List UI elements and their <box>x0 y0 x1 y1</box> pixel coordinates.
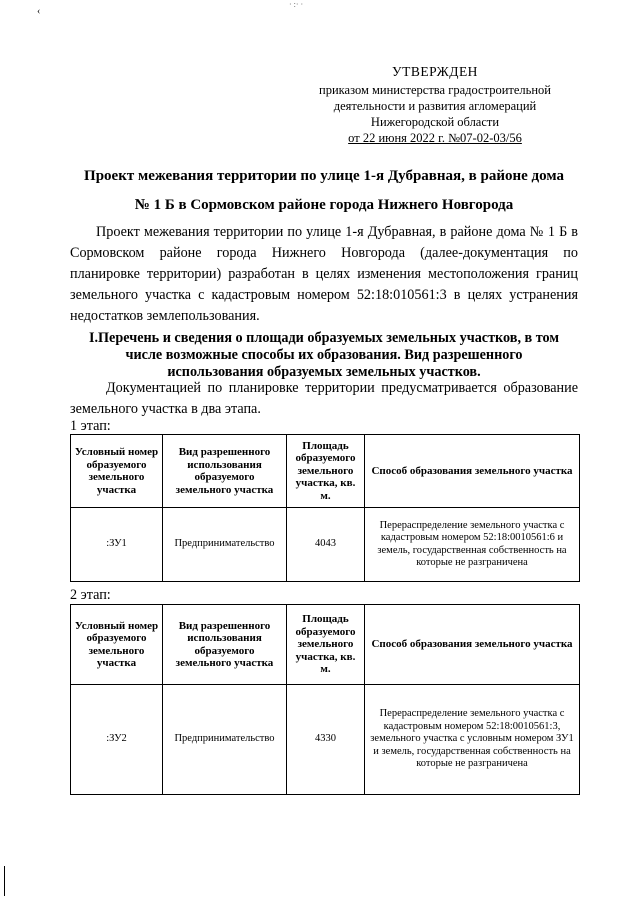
section-1-title-line-2: числе возможные способы их образования. Вид разрешенного <box>125 347 523 363</box>
stage-2-table <box>70 604 580 795</box>
approval-title: УТВЕРЖДЕН <box>392 64 478 79</box>
cell-plot-number: :ЗУ2 <box>71 685 163 795</box>
stage-1-label: 1 этап: <box>70 418 111 434</box>
scan-corner-mark: ‹ <box>37 6 41 17</box>
cell-permitted-use: Предпринимательство <box>163 508 287 582</box>
header-permitted-use: Вид разрешенного использования образуемого земельного участка <box>163 605 287 685</box>
table-row <box>71 508 580 582</box>
document-title-line-1: Проект межевания территории по улице 1-я Дубравная, в районе дома <box>84 168 564 184</box>
approval-line-1: приказом министерства градостроительной <box>319 83 551 97</box>
cell-area: 4330 <box>287 685 365 795</box>
table-row <box>71 685 580 795</box>
stage-2-label: 2 этап: <box>70 587 111 603</box>
document-title-line-2: № 1 Б в Сормовском районе города Нижнего Новгорода <box>134 197 514 213</box>
table-header-row <box>71 605 580 685</box>
scan-side-mark <box>4 866 5 896</box>
header-permitted-use: Вид разрешенного использования образуемого земельного участка <box>163 435 287 508</box>
section-1-title <box>70 330 578 381</box>
approval-line-2: деятельности и развития агломераций <box>333 99 537 113</box>
section-1-title-line-3: использования образуемых земельных участков. <box>167 364 481 380</box>
cell-formation-method: Перераспределение земельного участка с кадастровым номером 52:18:0010561:6 и земель, государственная собственность на которые не разграничена <box>365 508 580 582</box>
header-formation-method: Способ образования земельного участка <box>365 435 580 508</box>
cell-formation-method: Перераспределение земельного участка с кадастровым номером 52:18:0010561:3, земельного участка с условным номером ЗУ1 и земель, государственная собственность на которые не разграничена <box>365 685 580 795</box>
section-1-paragraph: Документацией по планировке территории предусматривается образование земельного участка в два этапа. <box>70 380 578 417</box>
table-header-row <box>71 435 580 508</box>
cell-permitted-use: Предпринимательство <box>163 685 287 795</box>
header-formation-method: Способ образования земельного участка <box>365 605 580 685</box>
stage-1-table <box>70 434 580 582</box>
header-area: Площадь образуемого земельного участка, кв. м. <box>287 435 365 508</box>
cell-plot-number: :ЗУ1 <box>71 508 163 582</box>
scan-top-mark: · :· · <box>289 0 304 9</box>
approval-block <box>300 64 570 146</box>
header-plot-number: Условный номер образуемого земельного участка <box>71 435 163 508</box>
approval-line-3: Нижегородской области <box>370 115 500 129</box>
cell-area: 4043 <box>287 508 365 582</box>
approval-date: от 22 июня 2022 г. №07-02-03/56 <box>348 131 522 145</box>
header-area: Площадь образуемого земельного участка, кв. м. <box>287 605 365 685</box>
intro-paragraph: Проект межевания территории по улице 1-я Дубравная, в районе дома № 1 Б в Сормовском районе города Нижнего Новгорода (далее-документация по планировке территории) разработан в целях изменения местоположения границ земельного участка с кадастровым номером 52:18:010561:3 в целях устранения недостатков землепользования. <box>70 224 578 324</box>
header-plot-number: Условный номер образуемого земельного участка <box>71 605 163 685</box>
section-1-title-line-1: I.Перечень и сведения о площади образуемых земельных участков, в том <box>88 330 560 346</box>
